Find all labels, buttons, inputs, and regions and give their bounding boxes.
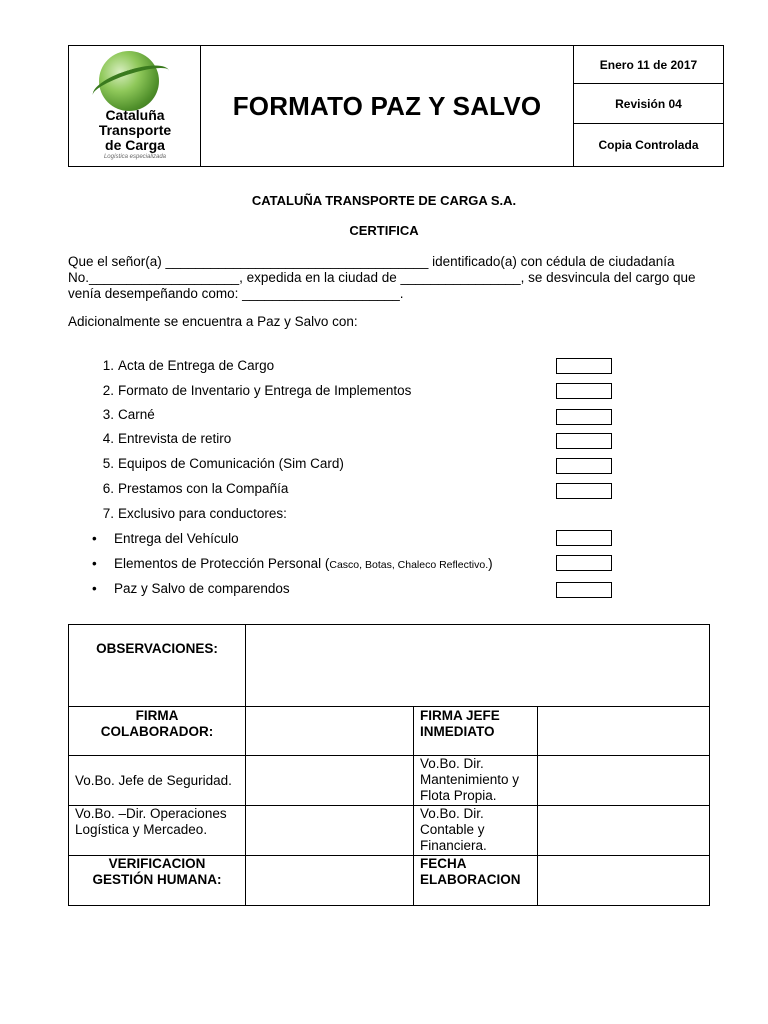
vobo-mant-line-2: Mantenimiento y [420,772,520,787]
firma-colaborador-line-1: FIRMA [135,708,179,723]
firma-jefe-line-1: FIRMA JEFE [420,708,500,723]
bullet-icon: • [92,581,97,596]
vobo-seguridad-label: Vo.Bo. Jefe de Seguridad. [75,773,232,788]
checkbox-proteccion[interactable] [556,555,612,571]
vobo-mant-line-1: Vo.Bo. Dir. [420,756,484,771]
bullet-icon: • [92,531,97,546]
additional-statement: Adicionalmente se encuentra a Paz y Salvo con: [68,314,358,329]
item-label: Prestamos con la Compañía [118,481,289,496]
vobo-oper-line-1: Vo.Bo. –Dir. Operaciones [75,806,227,821]
item-label: Acta de Entrega de Cargo [118,358,275,373]
checkbox-comparendos[interactable] [556,582,612,598]
checkbox-carne[interactable] [556,409,612,425]
vobo-mantenimiento-field[interactable] [538,756,708,804]
bullet-item [92,530,239,548]
vobo-mant-line-3: Flota Propia. [420,788,497,803]
list-item [90,430,231,448]
checkbox-vehiculo[interactable] [556,530,612,546]
firma-jefe-label [420,708,536,740]
item-label: Entrevista de retiro [118,431,232,446]
page-title: FORMATO PAZ Y SALVO [232,90,542,121]
fecha-line-2: ELABORACION [420,872,521,887]
fecha-field[interactable] [538,856,708,905]
bullet-close: ) [488,556,493,571]
bullet-item [92,555,493,573]
logo-line-3: de Carga [105,137,165,153]
vobo-seguridad-field[interactable] [246,756,412,804]
vobo-cont-line-3: Financiera. [420,838,487,853]
checkbox-acta[interactable] [556,358,612,374]
bullet-label: Elementos de Protección Personal ( [114,556,330,571]
item-number: 3. [102,407,114,422]
item-label: Equipos de Comunicación (Sim Card) [118,456,344,471]
checkbox-inventario[interactable] [556,383,612,399]
vobo-oper-line-2: Logística y Mercadeo. [75,822,208,837]
document-header [68,45,724,167]
paragraph-line-1: Que el señor(a) ___________________________________ identificado(a) con cédula de ciudadanía [68,254,675,269]
list-item [90,406,155,424]
verificacion-label [69,856,245,888]
firma-jefe-field[interactable] [538,707,708,754]
bullet-item [92,580,290,598]
item-number: 7. [102,506,114,521]
item-number: 6. [102,481,114,496]
meta-cell [574,46,723,166]
certifica-heading: CERTIFICA [349,223,419,238]
company-name: CATALUÑA TRANSPORTE DE CARGA S.A. [251,193,517,208]
firma-colaborador-label [69,708,245,740]
date-label: Enero 11 de 2017 [574,46,723,84]
item-number: 5. [102,456,114,471]
item-label: Carné [118,407,155,422]
logo-tagline: Logística especializada [103,154,167,160]
vobo-contable-field[interactable] [538,806,708,854]
item-label: Exclusivo para conductores: [118,506,287,521]
signatures-table [68,624,710,906]
list-item [90,357,274,375]
firma-colaborador-line-2: COLABORADOR: [100,724,214,739]
observaciones-label: OBSERVACIONES: [96,641,218,656]
fecha-line-1: FECHA [420,856,467,871]
firma-colaborador-field[interactable] [246,707,412,754]
verif-line-1: VERIFICACION [108,856,206,871]
firma-jefe-line-2: INMEDIATO [420,724,495,739]
bullet-label: Entrega del Vehículo [114,531,239,546]
logo-wordmark [69,108,201,153]
certification-paragraph [68,254,700,302]
bullet-label: Paz y Salvo de comparendos [114,581,290,596]
list-item [90,505,287,523]
checkbox-prestamos[interactable] [556,483,612,499]
verificacion-field[interactable] [246,856,412,905]
vobo-mantenimiento-label [420,756,536,804]
observaciones-field[interactable] [246,625,708,705]
copy-label: Copia Controlada [598,138,699,152]
bullet-note: Casco, Botas, Chaleco Reflectivo. [329,559,489,571]
fecha-label [420,856,536,888]
bullet-icon: • [92,556,97,571]
item-label: Formato de Inventario y Entrega de Implementos [118,383,412,398]
vobo-operaciones-field[interactable] [246,806,412,854]
logo-cell [69,46,201,166]
vobo-cont-line-2: Contable y [420,822,485,837]
verif-line-2: GESTIÓN HUMANA: [92,872,222,887]
item-number: 4. [102,431,114,446]
checkbox-entrevista[interactable] [556,433,612,449]
revision-label: Revisión 04 [574,84,723,124]
checkbox-equipos[interactable] [556,458,612,474]
vobo-operaciones-label [75,806,245,838]
logo-line-2: Transporte [98,122,172,138]
list-item [90,480,288,498]
paragraph-line-3: venía desempeñando como: _____________________. [68,286,404,301]
item-number: 2. [102,383,114,398]
vobo-cont-line-1: Vo.Bo. Dir. [420,806,484,821]
list-item [90,455,344,473]
title-cell [201,46,574,166]
vobo-contable-label [420,806,536,854]
logo-line-1: Cataluña [105,107,165,123]
item-number: 1. [102,358,114,373]
paragraph-line-2: No.____________________, expedida en la ciudad de ________________, se desvincula del cargo que [68,270,696,285]
list-item [90,382,411,400]
